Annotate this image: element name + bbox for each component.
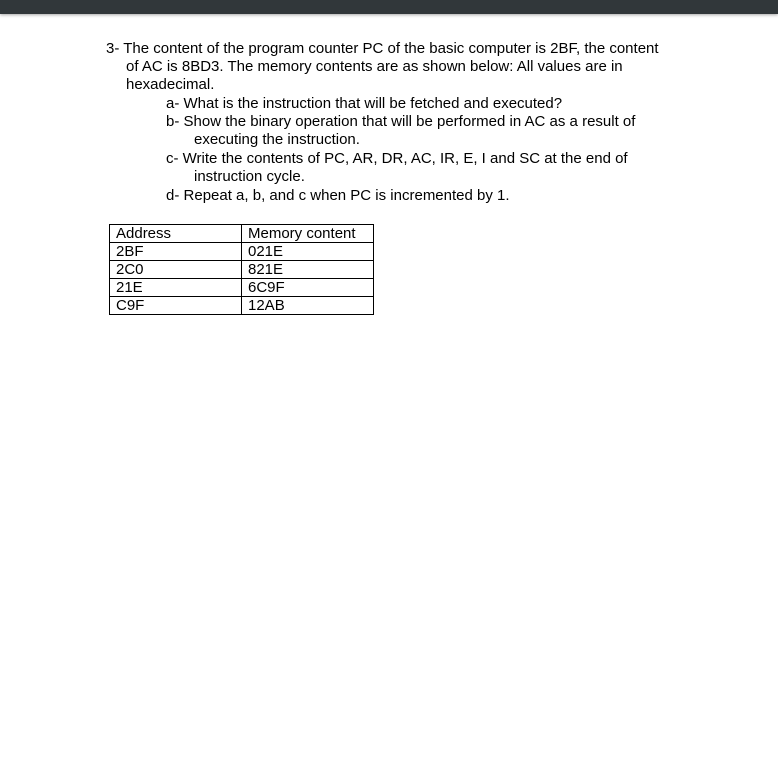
table-row (110, 297, 374, 315)
part-c-continuation: instruction cycle. (194, 168, 305, 185)
content-cell: 12AB (242, 297, 374, 315)
table-header-row (110, 225, 374, 243)
header-address: Address (110, 225, 242, 243)
memory-table (109, 224, 374, 315)
address-cell: 21E (110, 279, 242, 297)
part-b-continuation: executing the instruction. (194, 131, 360, 148)
viewer-toolbar (0, 0, 778, 14)
address-cell: C9F (110, 297, 242, 315)
part-label: a- (166, 95, 180, 112)
content-cell: 021E (242, 243, 374, 261)
question-text: The content of the program counter PC of the basic computer is 2BF, the content (123, 40, 659, 57)
part-label: d- (166, 187, 180, 204)
part-text: Write the contents of PC, AR, DR, AC, IR, E, I and SC at the end of (182, 150, 628, 167)
part-label: b- (166, 113, 180, 130)
content-cell: 821E (242, 261, 374, 279)
address-cell: 2C0 (110, 261, 242, 279)
question-number: 3- (106, 40, 120, 57)
part-d (166, 187, 510, 205)
part-a (166, 95, 562, 113)
table-row (110, 261, 374, 279)
question-line-3: hexadecimal. (126, 76, 215, 93)
part-label: c- (166, 150, 179, 167)
question-line-1 (106, 40, 659, 58)
part-text: What is the instruction that will be fetched and executed? (183, 95, 563, 112)
question-line-2: of AC is 8BD3. The memory contents are as shown below: All values are in (126, 58, 623, 75)
table-row (110, 279, 374, 297)
address-cell: 2BF (110, 243, 242, 261)
header-memory-content: Memory content (242, 225, 374, 243)
part-text: Show the binary operation that will be performed in AC as a result of (183, 113, 636, 130)
table-row (110, 243, 374, 261)
part-text: Repeat a, b, and c when PC is incremented by 1. (183, 187, 510, 204)
part-b (166, 113, 635, 131)
part-c (166, 150, 628, 168)
content-cell: 6C9F (242, 279, 374, 297)
